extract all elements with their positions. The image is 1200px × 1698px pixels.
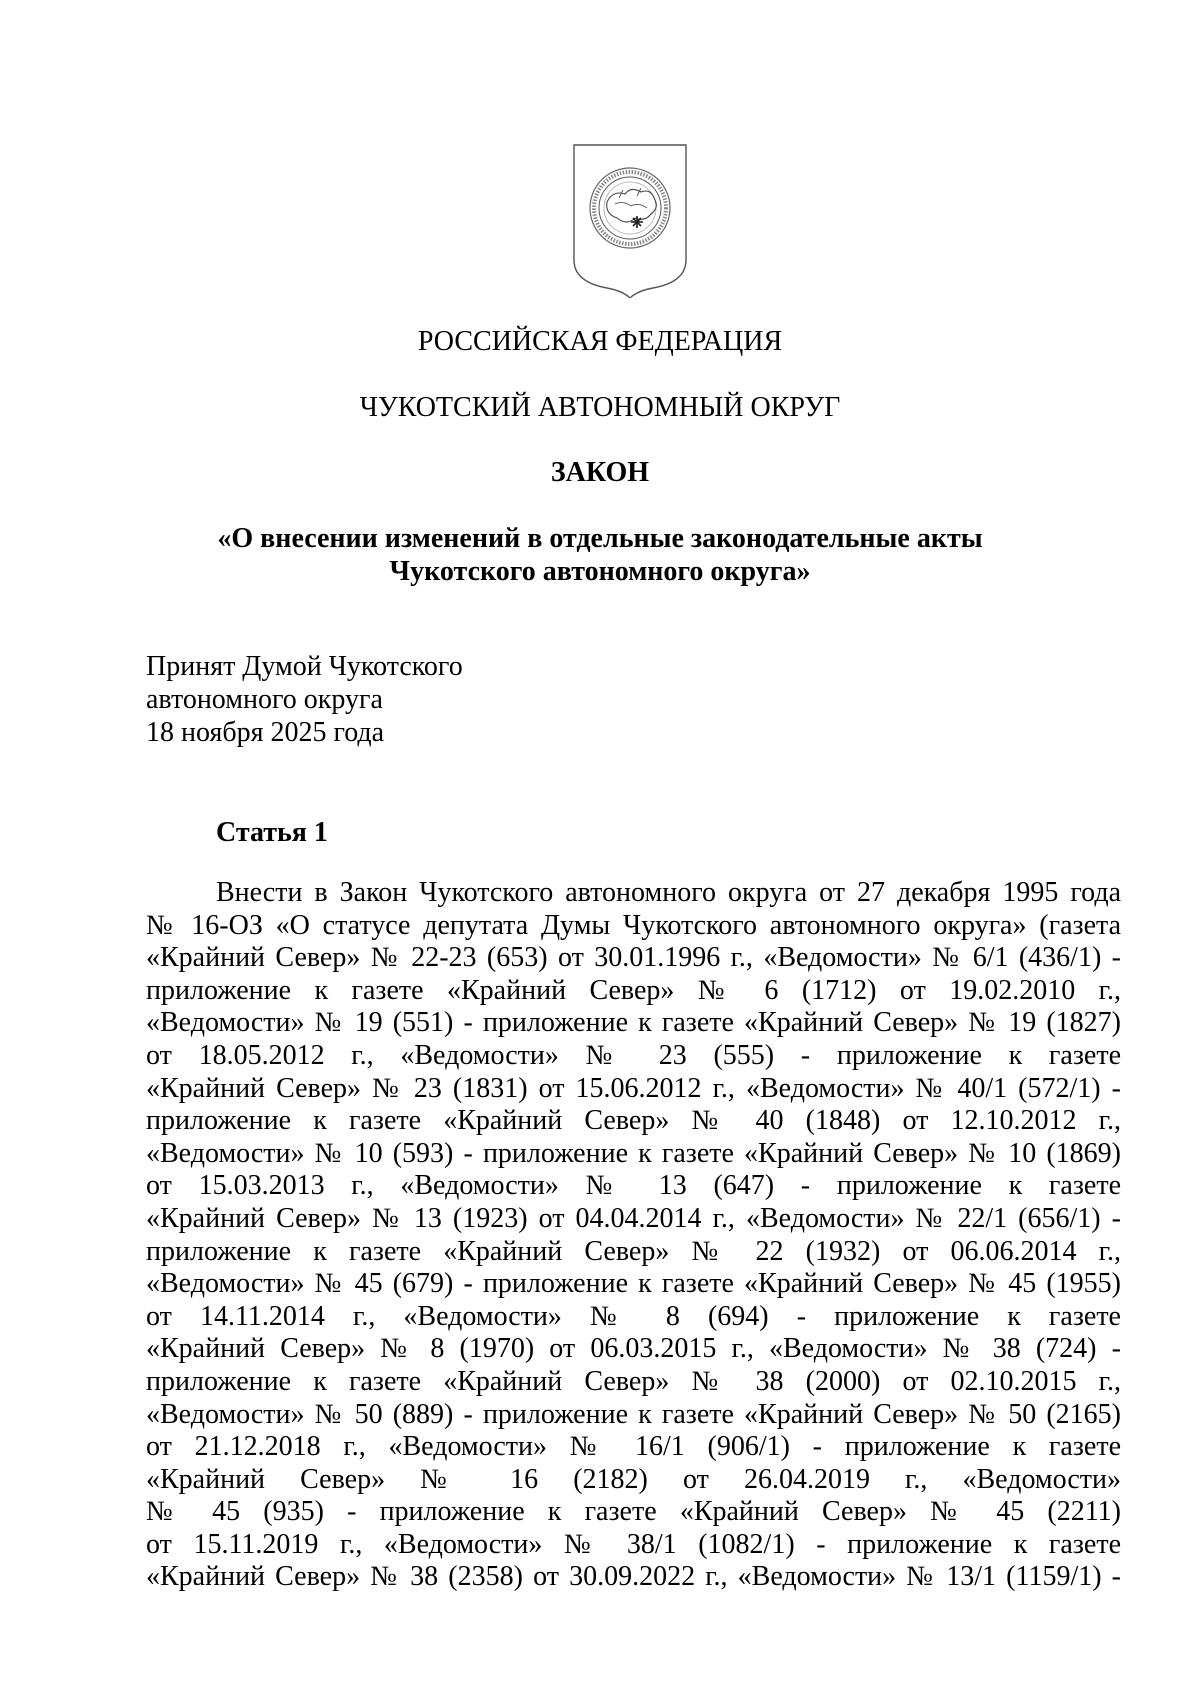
adoption-info bbox=[146, 650, 463, 749]
body-line: приложение к газете «Крайний Север» № 38 (2000) от 02.10.2015 г., bbox=[146, 1365, 1121, 1397]
law-title-line: Чукотского автономного округа» bbox=[389, 556, 811, 587]
adoption-date: 18 ноября 2025 года bbox=[146, 717, 385, 748]
body-line: «Ведомости» № 50 (889) - приложение к газете «Крайний Север» № 50 (2165) bbox=[146, 1398, 1121, 1430]
body-line: «Ведомости» № 19 (551) - приложение к газете «Крайний Север» № 19 (1827) bbox=[146, 1007, 1121, 1039]
law-title bbox=[150, 522, 1050, 588]
region-name: ЧУКОТСКИЙ АВТОНОМНЫЙ ОКРУГ bbox=[359, 392, 841, 423]
article-body bbox=[146, 877, 1121, 1594]
body-line: «Крайний Север» № 8 (1970) от 06.03.2015 г., «Ведомости» № 38 (724) - bbox=[146, 1333, 1121, 1365]
body-line: № 16-ОЗ «О статусе депутата Думы Чукотского автономного округа» (газета bbox=[146, 909, 1121, 941]
body-line: «Ведомости» № 10 (593) - приложение к газете «Крайний Север» № 10 (1869) bbox=[146, 1137, 1121, 1169]
body-line: приложение к газете «Крайний Север» № 40 (1848) от 12.10.2012 г., bbox=[146, 1105, 1121, 1137]
body-line: от 21.12.2018 г., «Ведомости» № 16/1 (906/1) - приложение к газете bbox=[146, 1431, 1121, 1463]
body-line: «Крайний Север» № 16 (2182) от 26.04.2019 г., «Ведомости» bbox=[146, 1463, 1121, 1495]
document-type: ЗАКОН bbox=[550, 457, 650, 488]
body-line: «Ведомости» № 45 (679) - приложение к газете «Крайний Север» № 45 (1955) bbox=[146, 1268, 1121, 1300]
adoption-line: автономного округа bbox=[146, 684, 383, 715]
body-line: приложение к газете «Крайний Север» № 22 (1932) от 06.06.2014 г., bbox=[146, 1235, 1121, 1267]
coat-of-arms-icon bbox=[571, 142, 689, 298]
adoption-line: Принят Думой Чукотского bbox=[146, 651, 463, 682]
body-line: «Крайний Север» № 22-23 (653) от 30.01.1996 г., «Ведомости» № 6/1 (436/1) - bbox=[146, 942, 1121, 974]
body-line: № 45 (935) - приложение к газете «Крайний Север» № 45 (2211) bbox=[146, 1496, 1121, 1528]
body-line: от 15.11.2019 г., «Ведомости» № 38/1 (1082/1) - приложение к газете bbox=[146, 1528, 1121, 1560]
body-line: от 15.03.2013 г., «Ведомости» № 13 (647) - приложение к газете bbox=[146, 1170, 1121, 1202]
country-name: РОССИЙСКАЯ ФЕДЕРАЦИЯ bbox=[417, 326, 783, 357]
body-line: «Крайний Север» № 13 (1923) от 04.04.2014 г., «Ведомости» № 22/1 (656/1) - bbox=[146, 1202, 1121, 1234]
body-line: от 18.05.2012 г., «Ведомости» № 23 (555) - приложение к газете bbox=[146, 1039, 1121, 1071]
law-title-line: «О внесении изменений в отдельные законодательные акты bbox=[217, 523, 983, 554]
body-line: Внести в Закон Чукотского автономного округа от 27 декабря 1995 года bbox=[216, 877, 1121, 908]
body-line: приложение к газете «Крайний Север» № 6 (1712) от 19.02.2010 г., bbox=[146, 974, 1121, 1006]
article-heading: Статья 1 bbox=[216, 817, 328, 848]
body-line: «Крайний Север» № 23 (1831) от 15.06.2012 г., «Ведомости» № 40/1 (572/1) - bbox=[146, 1072, 1121, 1104]
body-line: от 14.11.2014 г., «Ведомости» № 8 (694) - приложение к газете bbox=[146, 1300, 1121, 1332]
body-line: «Крайний Север» № 38 (2358) от 30.09.2022 г., «Ведомости» № 13/1 (1159/1) - bbox=[146, 1561, 1121, 1593]
